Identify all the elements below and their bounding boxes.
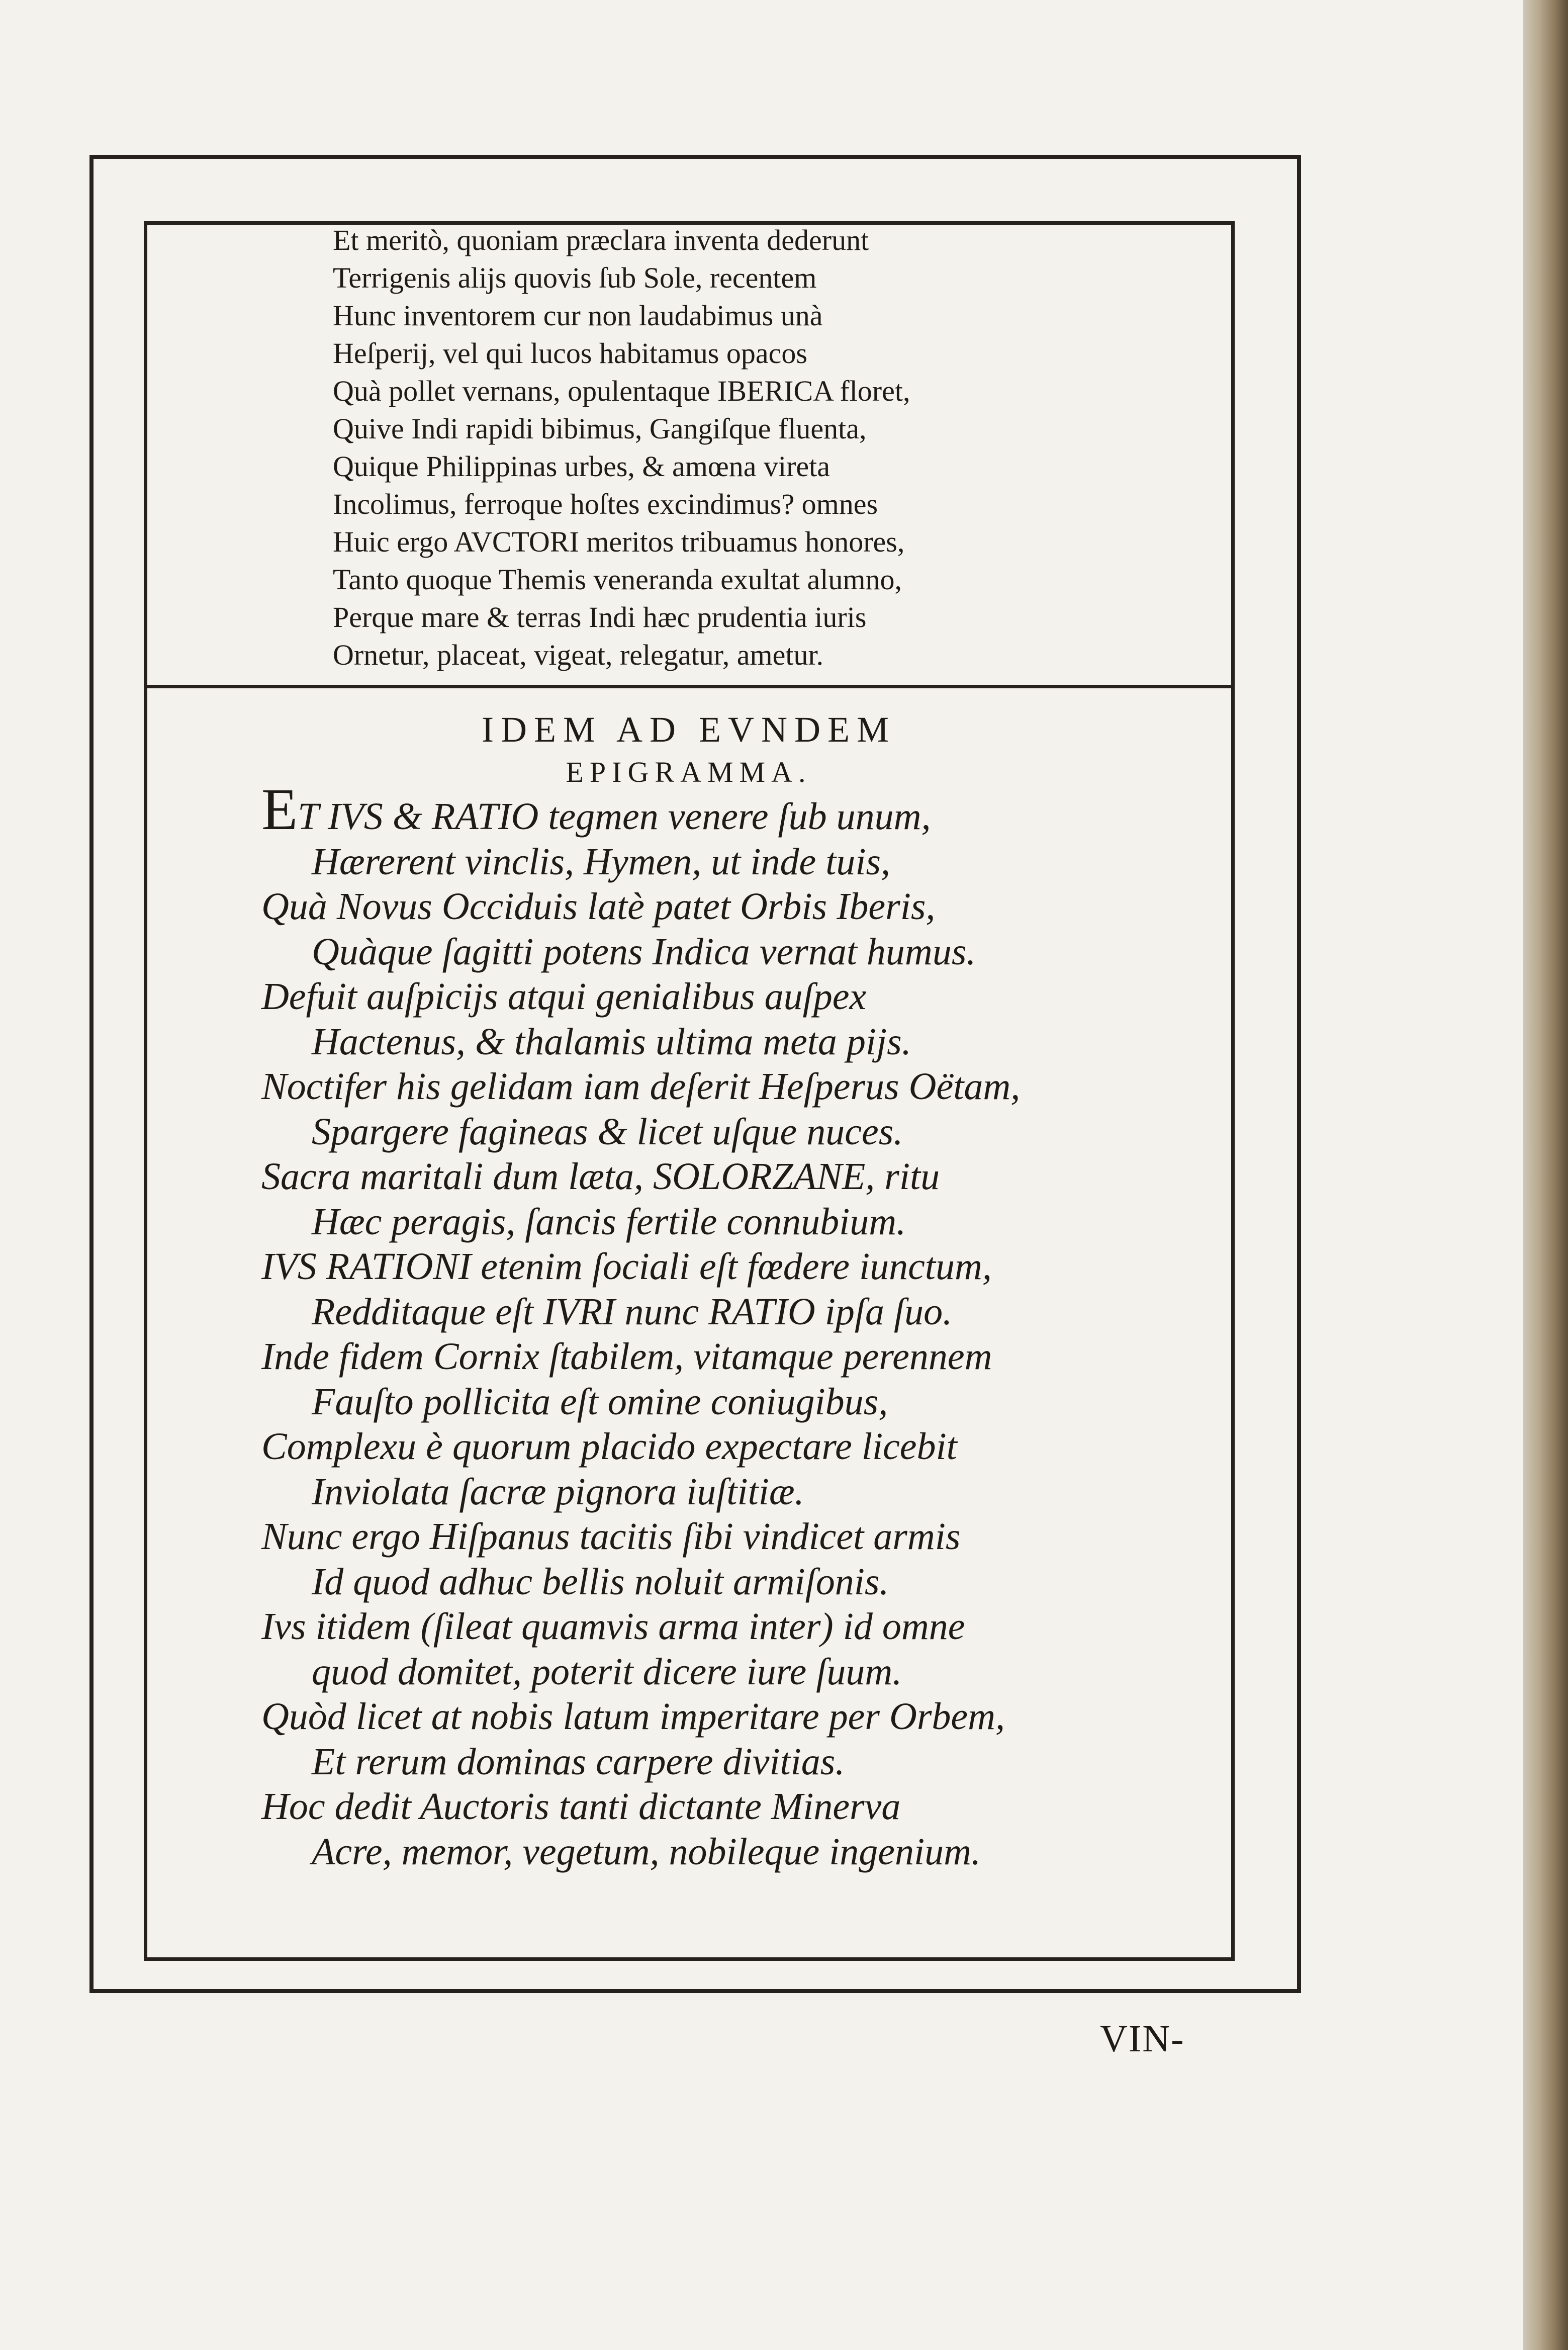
verse-line: Quive Indi rapidi bibimus, Gangiſque fluenta, <box>333 412 867 445</box>
epigram-line: Nunc ergo Hiſpanus tacitis ſibi vindicet armis <box>261 1515 961 1558</box>
epigram-line: Noctifer his gelidam iam deſerit Heſperus Oëtam, <box>261 1065 1021 1108</box>
epigram-line: Redditaque eſt IVRI nunc RATIO ipſa ſuo. <box>312 1290 953 1333</box>
verse-line: Tanto quoque Themis veneranda exultat alumno, <box>333 563 902 596</box>
epigram-line: Acre, memor, vegetum, nobileque ingenium. <box>312 1830 981 1873</box>
epigram-line: Quòd licet at nobis latum imperitare per Orbem, <box>261 1695 1005 1738</box>
epigram-line: Quàque ſagitti potens Indica vernat humus. <box>312 930 976 973</box>
epigram-line: Quà Novus Occiduis latè patet Orbis Iberis, <box>261 885 936 928</box>
upper-poem-verses <box>333 221 1218 674</box>
epigram-line: Hærerent vinclis, Hymen, ut inde tuis, <box>312 840 891 883</box>
epigram-line: Defuit auſpicijs atqui genialibus auſpex <box>261 975 867 1018</box>
epigram-line: Et rerum dominas carpere divitias. <box>312 1740 845 1783</box>
book-page-edge <box>1523 0 1568 2350</box>
epigram-verses <box>261 776 1217 1874</box>
epigram-line: Inde fidem Cornix ſtabilem, vitamque perennem <box>261 1335 992 1378</box>
verse-line: Quà pollet vernans, opulentaque IBERICA floret, <box>333 375 910 407</box>
verse-line: Terrigenis alijs quovis ſub Sole, recentem <box>333 261 817 294</box>
verse-line: Incolimus, ferroque hoſtes excindimus? omnes <box>333 488 878 520</box>
epigram-line-text: T IVS & RATIO tegmen venere ſub unum, <box>298 795 931 838</box>
epigram-line: Inviolata ſacræ pignora iuſtitiæ. <box>312 1470 804 1513</box>
verse-line: Et meritò, quoniam præclara inventa dederunt <box>333 224 869 256</box>
epigram-line: Hactenus, & thalamis ultima meta pijs. <box>312 1020 911 1063</box>
verse-line: Quique Philippinas urbes, & amœna vireta <box>333 450 831 483</box>
verse-line: Hunc inventorem cur non laudabimus unà <box>333 299 823 332</box>
drop-cap: E <box>261 776 298 842</box>
poem-subheading: EPIGRAMMA. <box>566 756 812 788</box>
epigram-line: Sacra maritali dum læta, SOLORZANE, ritu <box>261 1155 940 1198</box>
epigram-line: IVS RATIONI etenim ſociali eſt fœdere iunctum, <box>261 1245 992 1288</box>
catchword: VIN- <box>1100 2018 1185 2060</box>
verse-line: Heſperij, vel qui lucos habitamus opacos <box>333 337 807 370</box>
verse-line: Ornetur, placeat, vigeat, relegatur, ametur. <box>333 639 824 671</box>
epigram-line: Spargere fagineas & licet uſque nuces. <box>312 1110 903 1153</box>
section-divider <box>144 685 1235 688</box>
epigram-line: Hæc peragis, ſancis fertile connubium. <box>312 1200 906 1243</box>
poem-heading: IDEM AD EVNDEM <box>482 709 896 750</box>
epigram-line: Ivs itidem (ſileat quamvis arma inter) id omne <box>261 1605 965 1648</box>
epigram-line: Id quod adhuc bellis noluit armiſonis. <box>312 1560 889 1603</box>
epigram-line: Hoc dedit Auctoris tanti dictante Minerva <box>261 1785 901 1828</box>
epigram-line: quod domitet, poterit dicere iure ſuum. <box>312 1650 902 1693</box>
verse-line: Huic ergo AVCTORI meritos tribuamus honores, <box>333 525 905 558</box>
epigram-line: Fauſto pollicita eſt omine coniugibus, <box>312 1380 888 1423</box>
epigram-line <box>261 776 1217 842</box>
verse-line: Perque mare & terras Indi hæc prudentia iuris <box>333 601 867 634</box>
epigram-line: Complexu è quorum placido expectare licebit <box>261 1425 957 1468</box>
